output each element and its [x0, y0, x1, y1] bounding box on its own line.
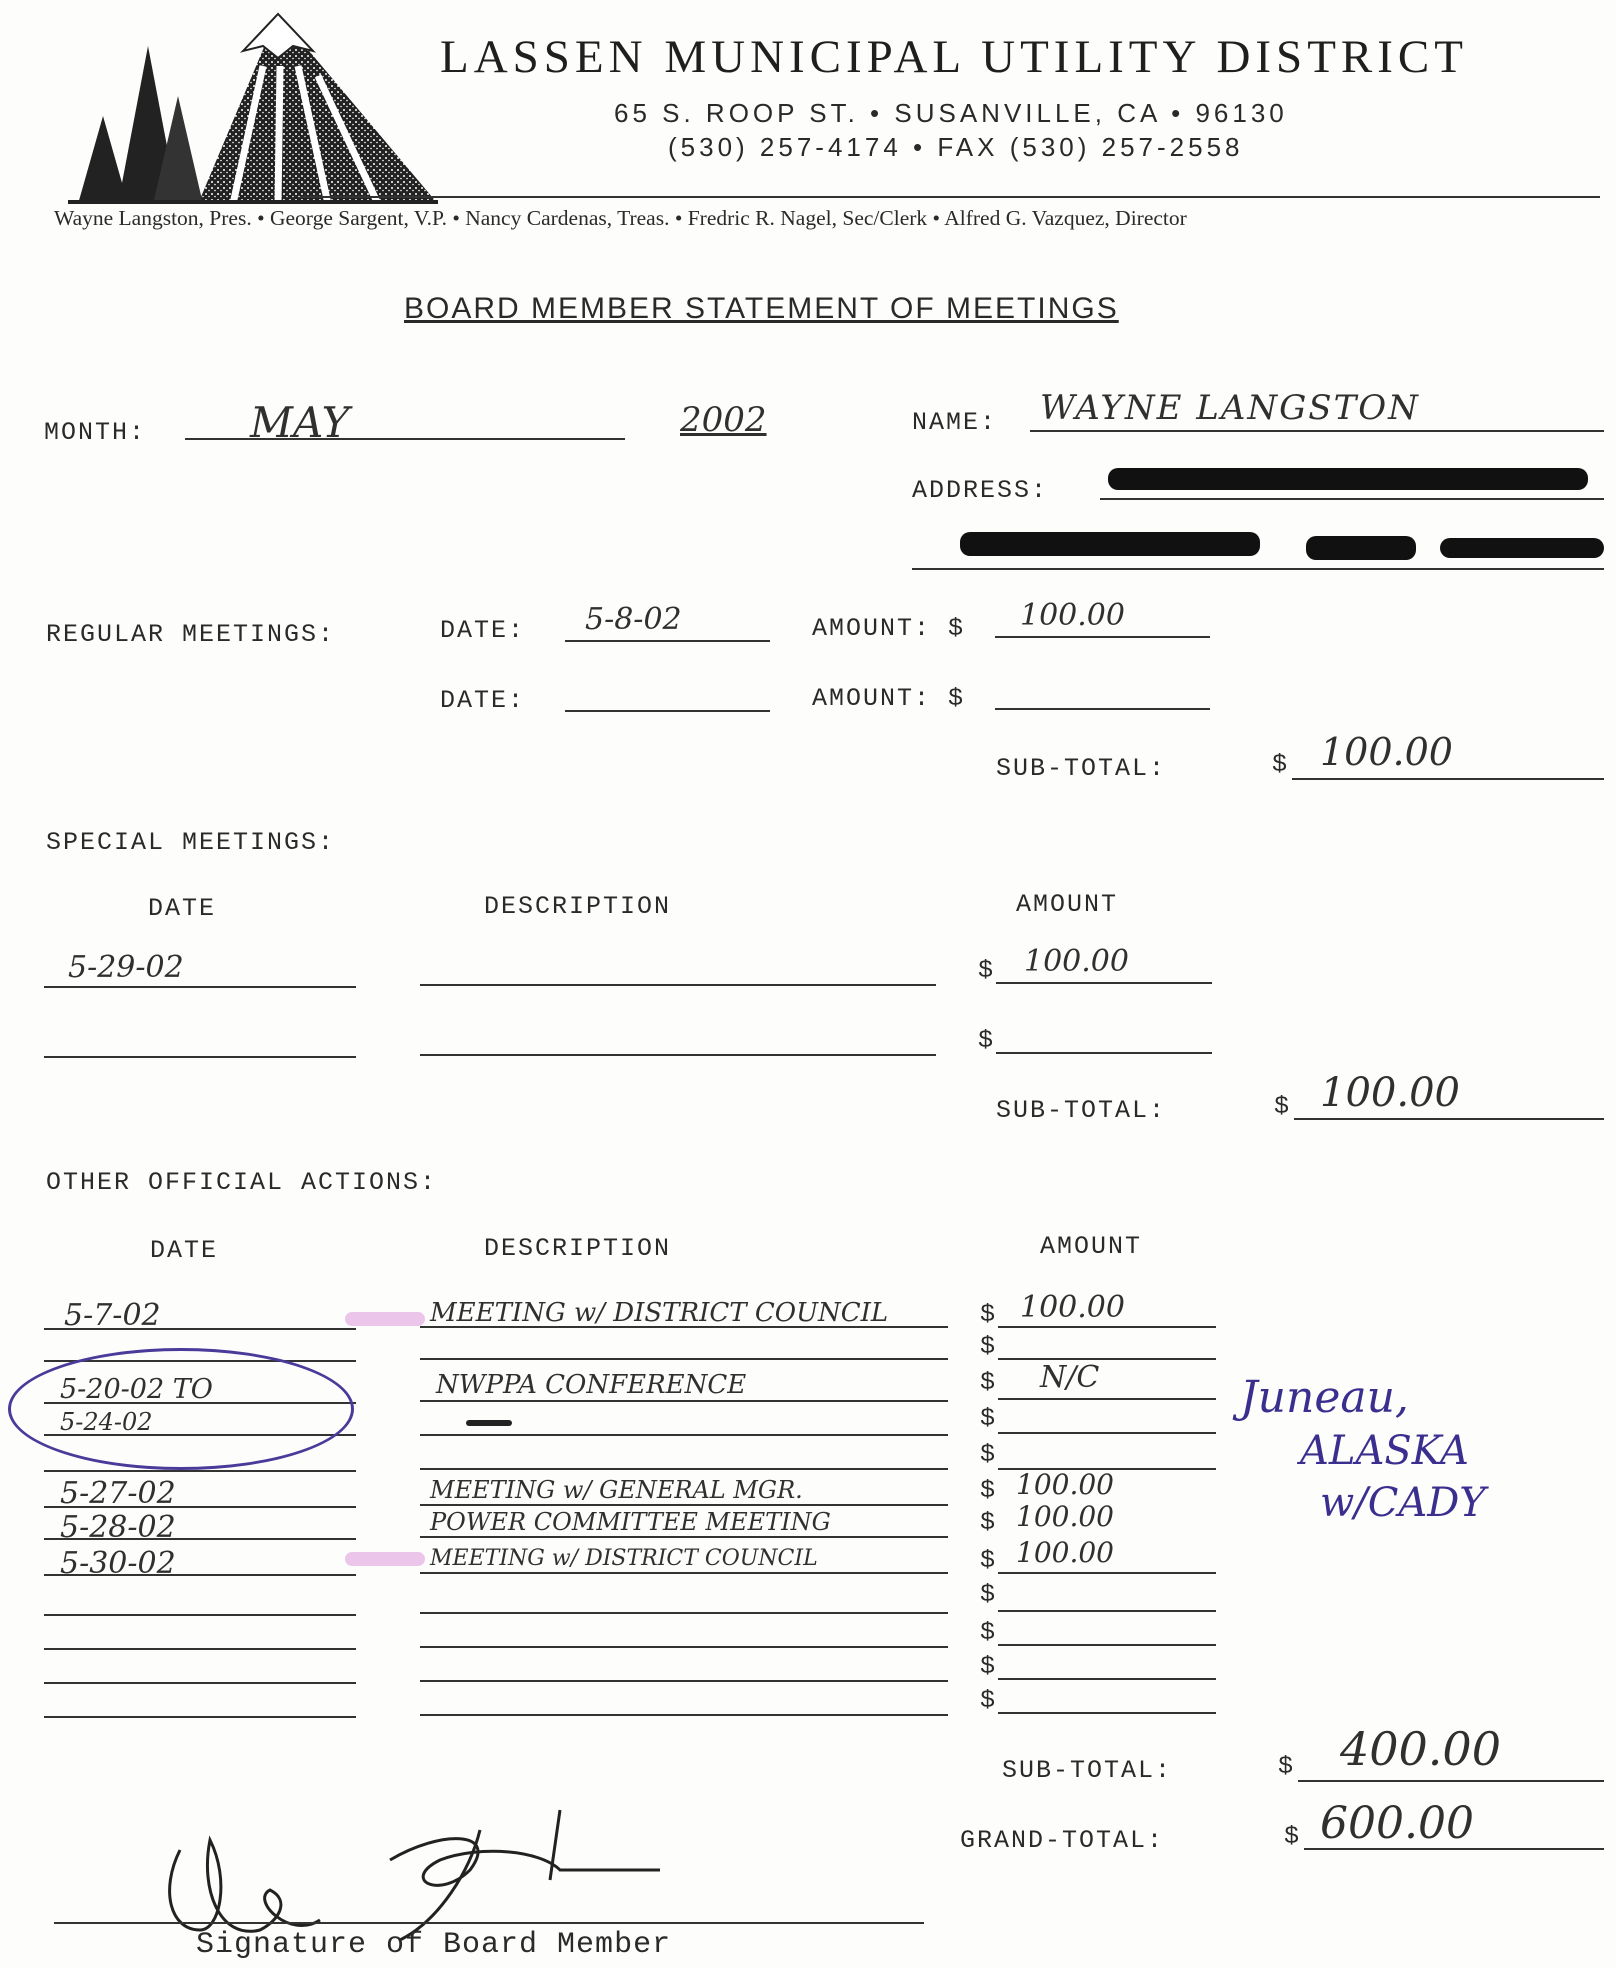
special-subtotal-currency: $ — [1274, 1092, 1292, 1121]
other-amount-currency: $ — [980, 1440, 998, 1469]
other-amount-line — [998, 1326, 1216, 1328]
other-date-line — [44, 1538, 356, 1540]
other-date-value: 5-24-02 — [60, 1408, 153, 1436]
other-desc-value: NWPPA CONFERENCE — [436, 1370, 747, 1400]
other-desc-value: MEETING w/ GENERAL MGR. — [430, 1476, 803, 1504]
regular-amount-line-2 — [995, 708, 1210, 710]
year-value: 2002 — [680, 400, 767, 440]
other-amount-line — [998, 1644, 1216, 1646]
special-subtotal-label: SUB-TOTAL: — [996, 1096, 1167, 1125]
special-amount-line-2 — [996, 1052, 1212, 1054]
officers-line: Wayne Langston, Pres. • George Sargent, V.P. • Nancy Cardenas, Treas. • Fredric R. Nagel, Sec/Clerk • Alfred G. Vazquez, Director — [54, 206, 1187, 230]
org-address: 65 S. ROOP ST. • SUSANVILLE, CA • 96130 — [614, 98, 1288, 128]
margin-note-line-1: Juneau, — [1240, 1372, 1409, 1423]
highlight-mark-2 — [345, 1552, 425, 1566]
other-amount-value: 100.00 — [1016, 1468, 1114, 1501]
other-amount-value: 100.00 — [1020, 1290, 1125, 1325]
regular-date-label-2: DATE: — [440, 686, 526, 715]
other-amount-currency: $ — [980, 1652, 998, 1681]
address-redaction-2 — [960, 532, 1260, 556]
special-col-date: DATE — [148, 894, 217, 923]
other-amount-value: 100.00 — [1016, 1500, 1114, 1533]
regular-meetings-label: REGULAR MEETINGS: — [46, 620, 336, 649]
other-amount-currency: $ — [980, 1686, 998, 1715]
other-date-value: 5-27-02 — [60, 1476, 176, 1511]
org-phone: (530) 257-4174 • FAX (530) 257-2558 — [668, 132, 1244, 162]
regular-subtotal-value: 100.00 — [1320, 730, 1453, 774]
special-desc-line-1 — [420, 984, 936, 986]
other-date-line — [44, 1506, 356, 1508]
date-range-circle — [8, 1348, 354, 1470]
other-desc-line — [420, 1504, 948, 1506]
org-name: LASSEN MUNICIPAL UTILITY DISTRICT — [440, 31, 1468, 83]
name-label: NAME: — [912, 408, 998, 437]
regular-amount-line-1 — [995, 636, 1210, 638]
other-date-value: 5-7-02 — [64, 1298, 161, 1333]
other-subtotal-value: 400.00 — [1340, 1722, 1501, 1776]
special-subtotal-value: 100.00 — [1320, 1070, 1460, 1116]
other-subtotal-currency: $ — [1278, 1752, 1296, 1781]
other-desc-value: MEETING w/ DISTRICT COUNCIL — [430, 1546, 818, 1571]
other-col-description: DESCRIPTION — [484, 1234, 672, 1263]
regular-subtotal-label: SUB-TOTAL: — [996, 754, 1167, 783]
header-rule — [300, 196, 1600, 198]
name-value: WAYNE LANGSTON — [1040, 388, 1420, 428]
other-desc-value: POWER COMMITTEE MEETING — [430, 1508, 831, 1536]
other-date-line — [44, 1614, 356, 1616]
other-amount-value: N/C — [1040, 1360, 1100, 1395]
other-amount-line — [998, 1432, 1216, 1434]
other-desc-line — [420, 1646, 948, 1648]
special-meetings-label: SPECIAL MEETINGS: — [46, 828, 336, 857]
regular-amount-label-2: AMOUNT: $ — [812, 684, 966, 713]
other-desc-line — [420, 1714, 948, 1716]
other-amount-line — [998, 1572, 1216, 1574]
special-date-line-1 — [44, 986, 356, 988]
special-amount-currency-1: $ — [978, 956, 996, 985]
other-desc-line — [420, 1536, 948, 1538]
other-date-value: 5-28-02 — [60, 1510, 176, 1545]
other-actions-label: OTHER OFFICIAL ACTIONS: — [46, 1168, 438, 1197]
address-redaction-1 — [1108, 468, 1588, 490]
other-amount-line — [998, 1358, 1216, 1360]
other-date-line — [44, 1328, 356, 1330]
month-value: MAY — [250, 398, 350, 447]
signature-line — [54, 1922, 924, 1924]
grand-total-label: GRAND-TOTAL: — [960, 1826, 1165, 1855]
other-amount-line — [998, 1712, 1216, 1714]
signature-label: Signature of Board Member — [196, 1928, 672, 1962]
other-amount-currency: $ — [980, 1368, 998, 1397]
other-desc-line — [420, 1400, 948, 1402]
other-amount-line — [998, 1678, 1216, 1680]
other-amount-value: 100.00 — [1016, 1536, 1114, 1569]
other-amount-currency: $ — [980, 1546, 998, 1575]
special-amount-value-1: 100.00 — [1024, 944, 1129, 979]
regular-subtotal-line — [1292, 778, 1604, 780]
margin-note-line-3: w/CADY — [1320, 1480, 1486, 1526]
address-line — [1100, 498, 1604, 500]
special-col-description: DESCRIPTION — [484, 892, 672, 921]
other-amount-line — [998, 1610, 1216, 1612]
special-subtotal-line — [1294, 1118, 1604, 1120]
address-label: ADDRESS: — [912, 476, 1049, 505]
special-desc-line-2 — [420, 1054, 936, 1056]
name-line — [1030, 430, 1604, 432]
other-desc-line — [420, 1612, 948, 1614]
address-redaction-4 — [1440, 538, 1604, 558]
regular-date-line-2 — [565, 710, 770, 712]
other-desc-line — [420, 1572, 948, 1574]
regular-date-label-1: DATE: — [440, 616, 526, 645]
form-title: BOARD MEMBER STATEMENT OF MEETINGS — [404, 292, 1119, 325]
other-subtotal-label: SUB-TOTAL: — [1002, 1756, 1173, 1785]
other-desc-line — [420, 1358, 948, 1360]
special-amount-currency-2: $ — [978, 1026, 996, 1055]
other-desc-value: MEETING w/ DISTRICT COUNCIL — [430, 1298, 889, 1328]
desc-dash-mark — [466, 1420, 512, 1426]
special-col-amount: AMOUNT — [1016, 890, 1119, 919]
other-amount-currency: $ — [980, 1300, 998, 1329]
other-col-date: DATE — [150, 1236, 219, 1265]
signature-scrawl — [140, 1790, 700, 1950]
other-amount-currency: $ — [980, 1332, 998, 1361]
other-date-line — [44, 1682, 356, 1684]
other-col-amount: AMOUNT — [1040, 1232, 1143, 1261]
address-redaction-3 — [1306, 536, 1416, 560]
regular-amount-value-1: 100.00 — [1020, 598, 1125, 633]
other-desc-line — [420, 1434, 948, 1436]
other-amount-currency: $ — [980, 1618, 998, 1647]
month-label: MONTH: — [44, 418, 147, 447]
regular-date-line-1 — [565, 640, 770, 642]
regular-subtotal-currency: $ — [1272, 750, 1290, 779]
other-date-line — [44, 1716, 356, 1718]
other-date-line — [44, 1648, 356, 1650]
other-amount-currency: $ — [980, 1404, 998, 1433]
other-desc-line — [420, 1468, 948, 1470]
other-date-value: 5-20-02 TO — [60, 1374, 213, 1405]
grand-total-value: 600.00 — [1320, 1798, 1474, 1849]
other-amount-currency: $ — [980, 1476, 998, 1505]
other-desc-line — [420, 1680, 948, 1682]
special-date-value-1: 5-29-02 — [68, 950, 184, 985]
special-date-line-2 — [44, 1056, 356, 1058]
other-amount-currency: $ — [980, 1508, 998, 1537]
special-amount-line-1 — [996, 982, 1212, 984]
other-desc-line — [420, 1326, 948, 1328]
regular-amount-label-1: AMOUNT: $ — [812, 614, 966, 643]
grand-total-currency: $ — [1284, 1822, 1302, 1851]
other-date-value: 5-30-02 — [60, 1546, 176, 1581]
district-logo — [48, 6, 438, 206]
other-amount-currency: $ — [980, 1580, 998, 1609]
highlight-mark-1 — [345, 1312, 425, 1326]
other-amount-line — [998, 1398, 1216, 1400]
other-date-line — [44, 1574, 356, 1576]
other-subtotal-line — [1298, 1780, 1604, 1782]
address-line-2 — [912, 568, 1604, 570]
margin-note-line-2: ALASKA — [1300, 1428, 1469, 1474]
regular-date-value-1: 5-8-02 — [585, 602, 682, 637]
other-date-line — [44, 1470, 356, 1472]
